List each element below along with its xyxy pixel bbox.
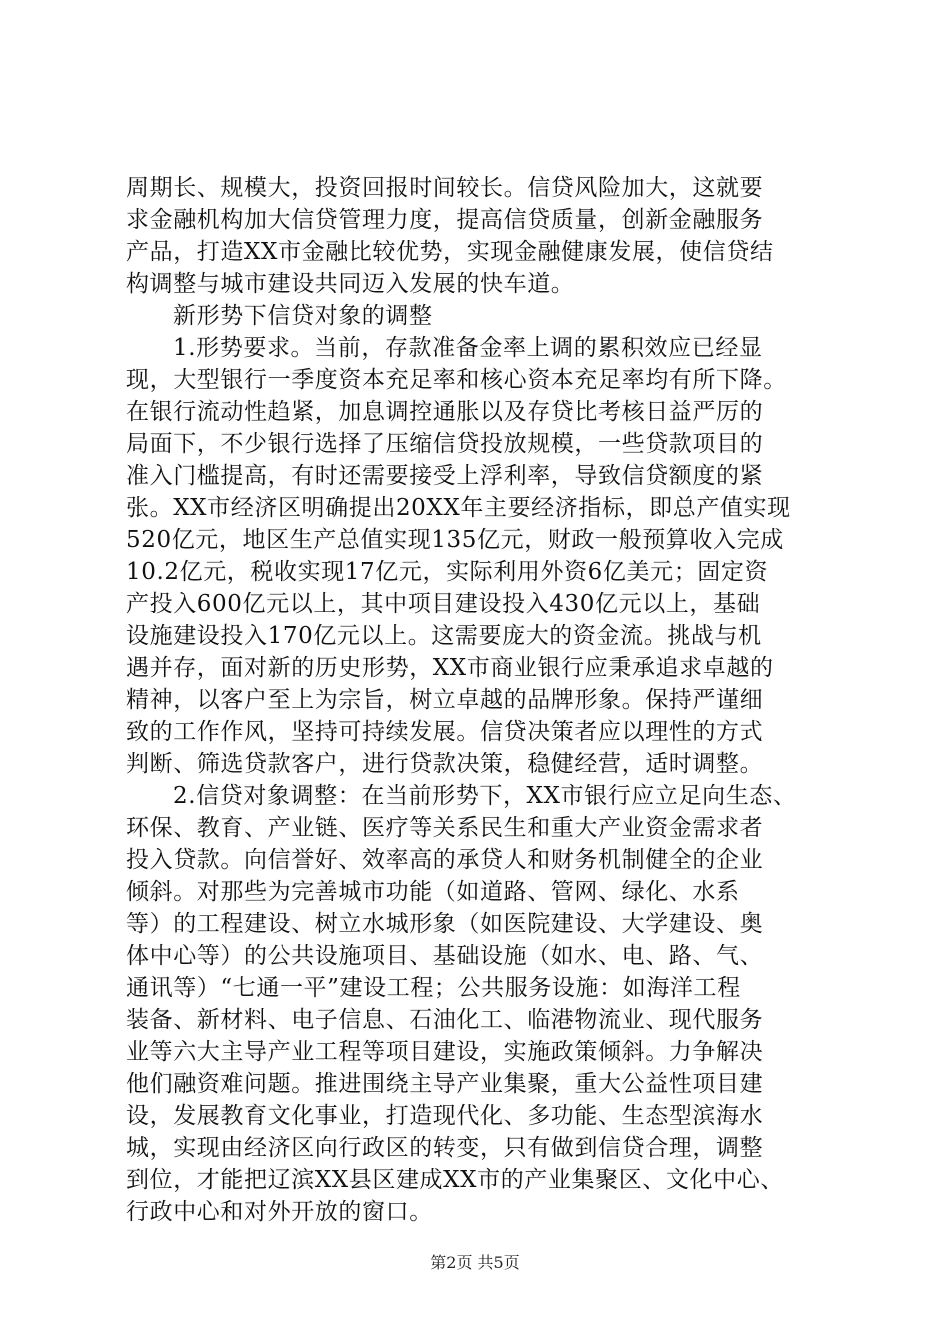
text-line: 准入门槛提高，有时还需要接受上浮利率，导致信贷额度的紧 xyxy=(126,463,764,489)
text-line: 投入贷款。向信誉好、效率高的承贷人和财务机制健全的企业 xyxy=(126,847,764,873)
text-line: 他们融资难问题。推进围绕主导产业集聚，重大公益性项目建 xyxy=(126,1071,764,1097)
text-line: 产品，打造XX市金融比较优势，实现金融健康发展，使信贷结 xyxy=(126,239,774,265)
text-line: 业等六大主导产业工程等项目建设，实施政策倾斜。力争解决 xyxy=(126,1039,764,1065)
text-line: 装备、新材料、电子信息、石油化工、临港物流业、现代服务 xyxy=(126,1007,764,1033)
text-line: 倾斜。对那些为完善城市功能（如道路、管网、绿化、水系 xyxy=(126,879,740,905)
page-number-label: 第2页 共5页 xyxy=(430,1253,520,1272)
text-line: 通讯等）“七通一平”建设工程；公共服务设施：如海洋工程 xyxy=(126,975,741,1001)
text-line: 致的工作作风，坚持可持续发展。信贷决策者应以理性的方式 xyxy=(126,719,764,745)
text-line: 设，发展教育文化事业，打造现代化、多功能、生态型滨海水 xyxy=(126,1103,764,1129)
text-line: 新形势下信贷对象的调整 xyxy=(173,303,433,329)
text-line: 2.信贷对象调整：在当前形势下，XX市银行应立足向生态、 xyxy=(173,783,797,809)
text-line: 求金融机构加大信贷管理力度，提高信贷质量，创新金融服务 xyxy=(126,207,764,233)
text-line: 精神，以客户至上为宗旨，树立卓越的品牌形象。保持严谨细 xyxy=(126,687,764,713)
text-line: 现，大型银行一季度资本充足率和核心资本充足率均有所下降。 xyxy=(126,367,787,393)
text-line: 体中心等）的公共设施项目、基础设施（如水、电、路、气、 xyxy=(126,943,764,969)
text-line: 设施建设投入170亿元以上。这需要庞大的资金流。挑战与机 xyxy=(126,623,762,649)
text-line: 行政中心和对外开放的窗口。 xyxy=(126,1199,433,1225)
text-line: 遇并存，面对新的历史形势，XX市商业银行应秉承追求卓越的 xyxy=(126,655,774,681)
text-line: 局面下，不少银行选择了压缩信贷投放规模，一些贷款项目的 xyxy=(126,431,764,457)
text-line: 构调整与城市建设共同迈入发展的快车道。 xyxy=(126,271,575,297)
page-footer xyxy=(0,1250,950,1273)
text-line: 等）的工程建设、树立水城形象（如医院建设、大学建设、奥 xyxy=(126,911,764,937)
text-line: 在银行流动性趋紧，加息调控通胀以及存贷比考核日益严厉的 xyxy=(126,399,764,425)
text-line: 10.2亿元，税收实现17亿元，实际利用外资6亿美元；固定资 xyxy=(126,559,769,585)
text-line: 产投入600亿元以上，其中项目建设投入430亿元以上，基础 xyxy=(126,591,761,617)
text-line: 城，实现由经济区向行政区的转变，只有做到信贷合理，调整 xyxy=(126,1135,764,1161)
document-body xyxy=(126,172,838,1228)
text-line: 环保、教育、产业链、医疗等关系民生和重大产业资金需求者 xyxy=(126,815,764,841)
text-line: 520亿元，地区生产总值实现135亿元，财政一般预算收入完成 xyxy=(126,527,784,553)
text-line: 到位，才能把辽滨XX县区建成XX市的产业集聚区、文化中心、 xyxy=(126,1167,784,1193)
text-line: 张。XX市经济区明确提出20XX年主要经济指标，即总产值实现 xyxy=(126,495,791,521)
text-line: 1.形势要求。当前，存款准备金率上调的累积效应已经显 xyxy=(173,335,763,361)
text-line: 判断、筛选贷款客户，进行贷款决策，稳健经营，适时调整。 xyxy=(126,751,764,777)
text-line: 周期长、规模大，投资回报时间较长。信贷风险加大，这就要 xyxy=(126,175,764,201)
